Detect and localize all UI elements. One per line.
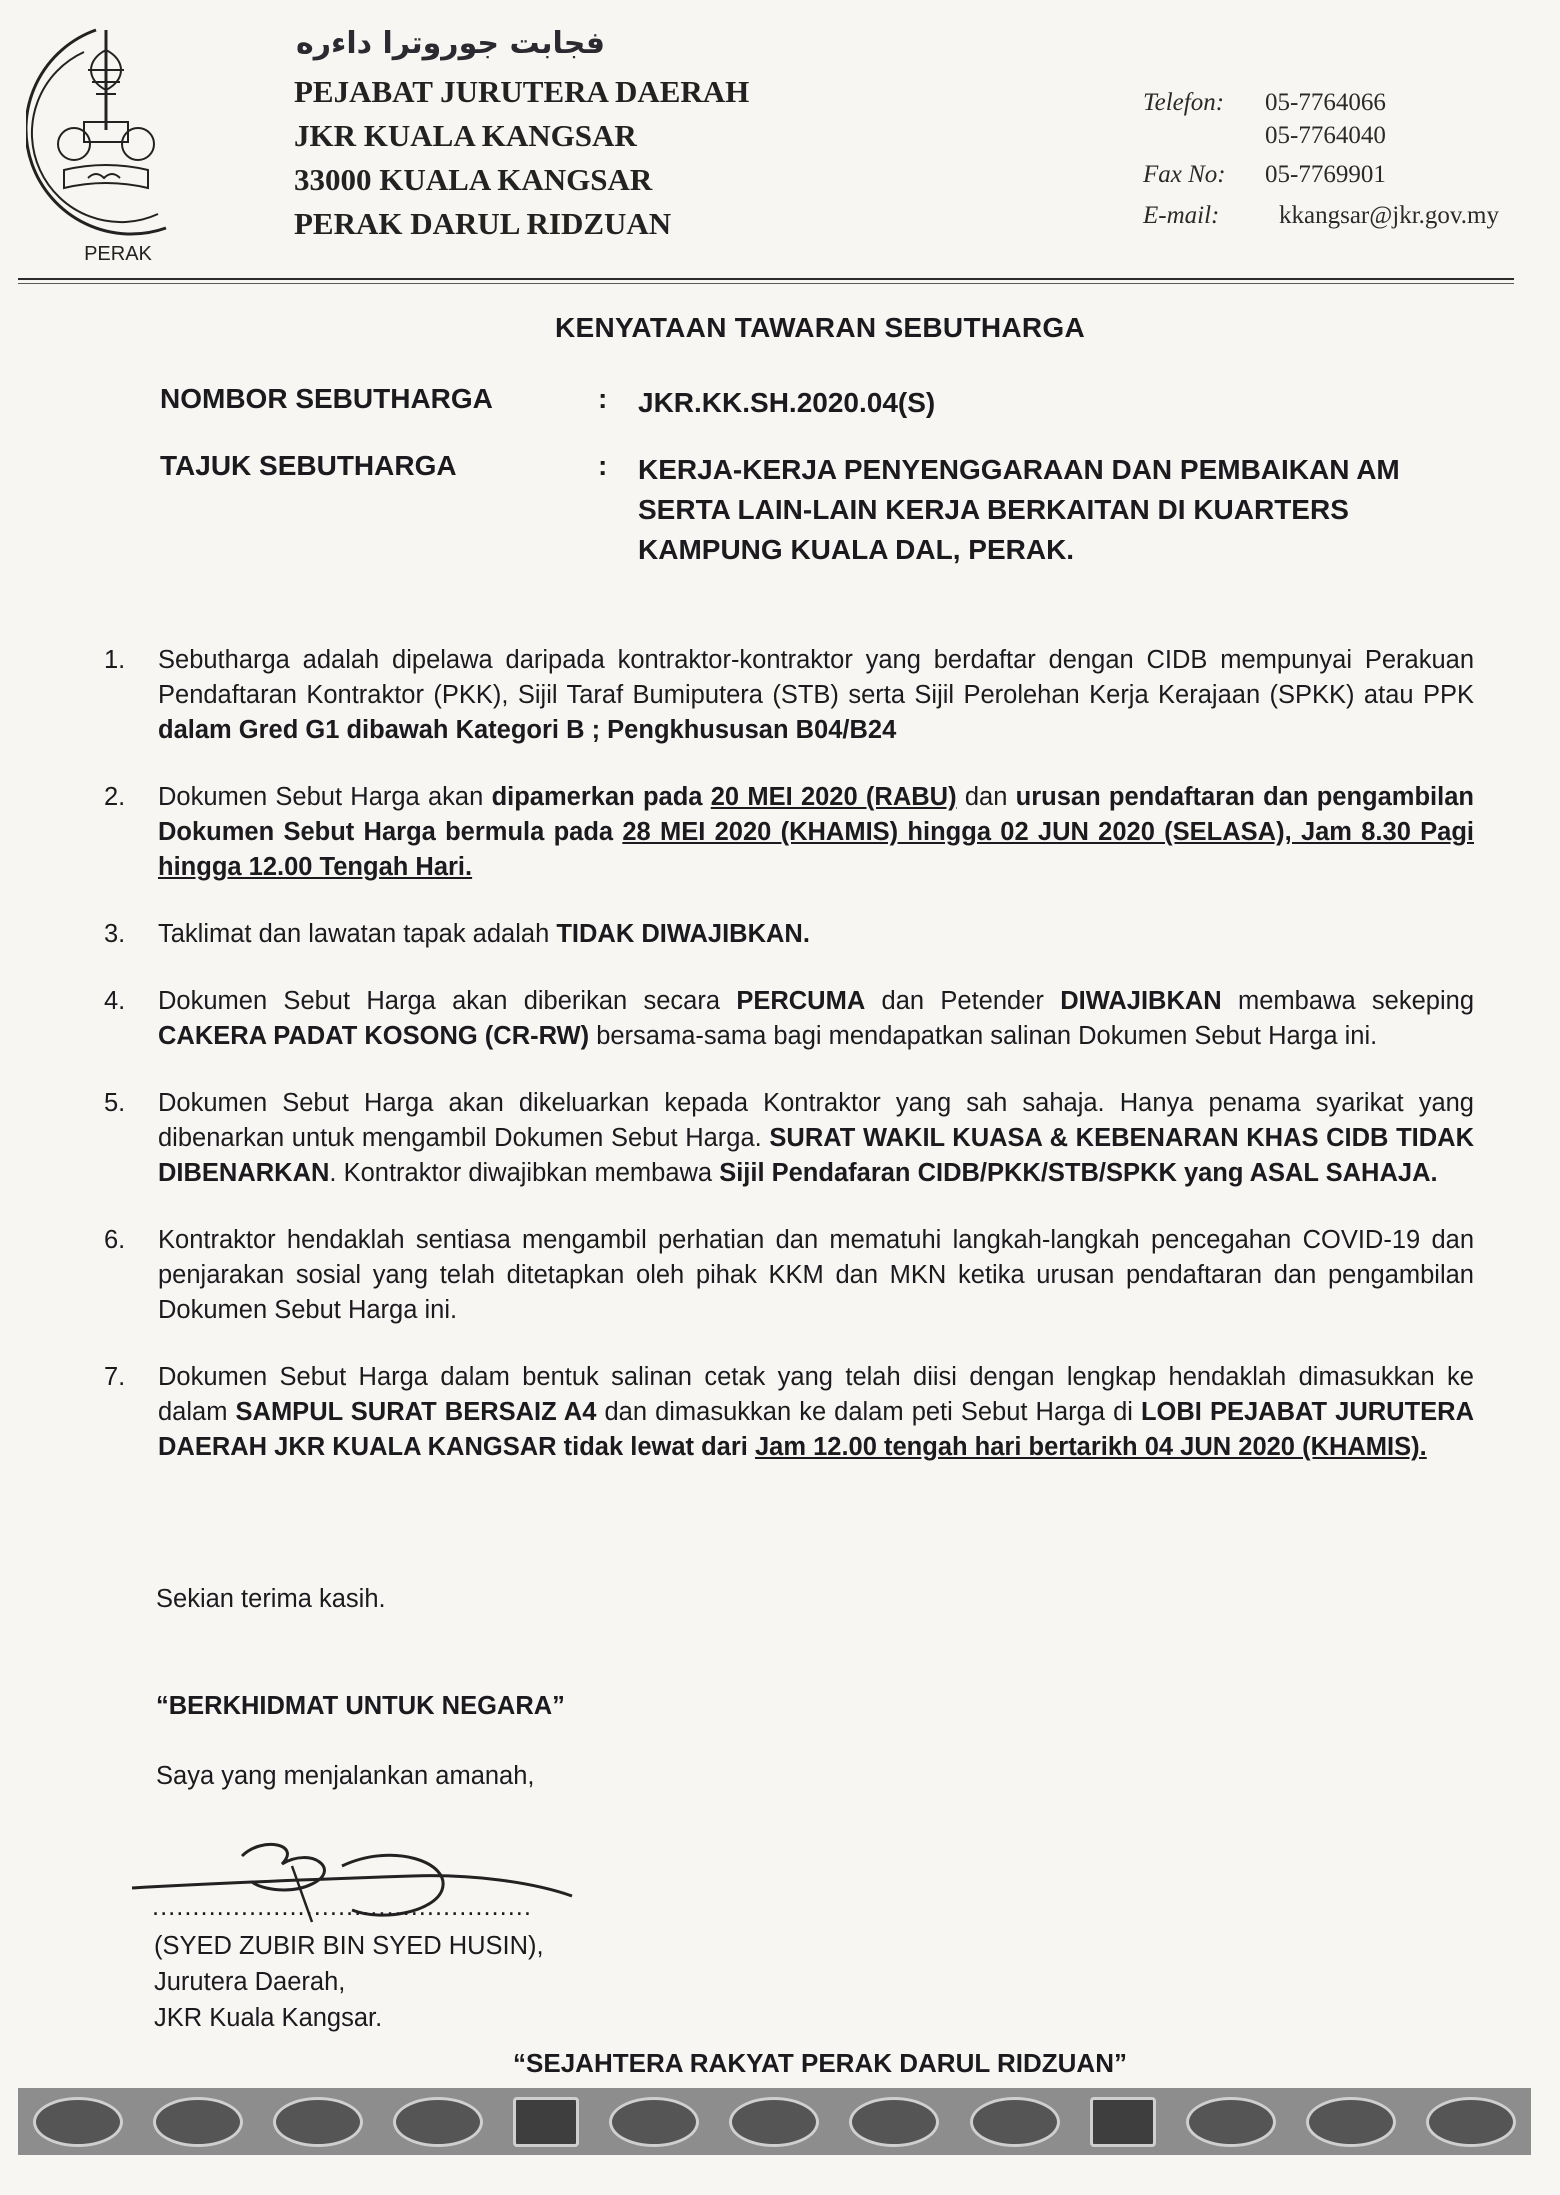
certification-logo xyxy=(1186,2097,1276,2147)
contact-row xyxy=(1143,199,1499,232)
list-item xyxy=(104,984,1474,1054)
text-run: Sebutharga adalah dipelawa daripada kontraktor-kontraktor yang berdaftar dengan CIDB mempunyai Perakuan Pendaftaran Kontraktor (PKK), Sijil Taraf Bumiputera (STB) serta Sijil Perolehan Kerja Kerajaan (SPKK) atau PPK xyxy=(158,646,1474,709)
text-run-bold: dipamerkan pada xyxy=(491,783,711,811)
closing-thanks: Sekian terima kasih. xyxy=(156,1585,386,1613)
header-divider xyxy=(18,283,1514,284)
phone-value: 05-7764040 xyxy=(1265,122,1386,149)
text-run: Dokumen Sebut Harga akan xyxy=(158,783,492,811)
text-run-bold: TIDAK DIWAJIBKAN. xyxy=(556,920,810,948)
text-run-bold: DIWAJIBKAN xyxy=(1060,987,1222,1015)
item-number: 2. xyxy=(104,783,126,811)
signatory-office: JKR Kuala Kangsar. xyxy=(154,2004,383,2032)
fax-value: 05-7769901 xyxy=(1265,161,1386,188)
signature-dots: ............................................... xyxy=(152,1893,532,1921)
text-run: Dokumen Sebut Harga akan diberikan secara xyxy=(158,987,737,1015)
office-address xyxy=(294,70,749,246)
contact-details xyxy=(1143,86,1499,232)
subject-row xyxy=(160,450,1438,570)
perak-crest-logo xyxy=(26,10,206,268)
list-item xyxy=(104,643,1474,748)
certification-logo xyxy=(1090,2097,1156,2147)
state-motto: “SEJAHTERA RAKYAT PERAK DARUL RIDZUAN” xyxy=(513,2048,1127,2078)
text-run: Dokumen Sebut Harga akan dikeluarkan kepada Kontraktor yang sah sahaja. Hanya penama syarikat yang dibenarkan untuk mengambil Dokumen Sebut Harga. xyxy=(158,1089,1474,1152)
contact-row xyxy=(1143,158,1499,191)
phone-value: 05-7764066 xyxy=(1265,89,1386,116)
item-number: 5. xyxy=(104,1089,126,1117)
certification-logo xyxy=(1306,2097,1396,2147)
text-run-bold: Sijil Pendafaran CIDB/PKK/STB/SPKK yang ASAL SAHAJA. xyxy=(719,1159,1438,1187)
display-date: 20 MEI 2020 (RABU) xyxy=(710,783,957,811)
subject-label: TAJUK SEBUTHARGA xyxy=(160,450,457,481)
office-line: PERAK DARUL RIDZUAN xyxy=(294,206,672,241)
item-number: 3. xyxy=(104,920,126,948)
list-item xyxy=(104,1360,1474,1465)
certification-logo xyxy=(849,2097,939,2147)
subject-value: KERJA-KERJA PENYENGGARAAN DAN PEMBAIKAN AM SERTA LAIN-LAIN KERJA BERKAITAN DI KUARTERS KAMPUNG KUALA DAL, PERAK. xyxy=(638,454,1400,565)
text-run-bold: urusan pendaftaran dan pengambilan Dokumen Sebut Harga bermula pada xyxy=(158,783,1474,846)
item-number: 7. xyxy=(104,1363,126,1391)
reference-number-label: NOMBOR SEBUTHARGA xyxy=(160,383,493,414)
office-line: JKR KUALA KANGSAR xyxy=(294,118,637,153)
signatory-position: Jurutera Daerah, xyxy=(154,1968,346,1996)
registration-period: 28 MEI 2020 (KHAMIS) hingga 02 JUN 2020 (SELASA), Jam 8.30 Pagi hingga 12.00 Tengah Hari. xyxy=(158,818,1474,881)
signatory-block xyxy=(152,1893,544,2036)
terms-list xyxy=(104,643,1474,1497)
reference-number-row xyxy=(160,383,1458,423)
text-run: membawa sekeping xyxy=(1221,987,1474,1015)
text-run: dan xyxy=(956,783,1016,811)
contact-row xyxy=(1143,119,1499,152)
text-run: Taklimat dan lawatan tapak adalah xyxy=(158,920,557,948)
text-run: bersama-sama bagi mendapatkan salinan Dokumen Sebut Harga ini. xyxy=(589,1022,1378,1050)
jawi-office-name: فجابت جوروترا داءره xyxy=(296,26,605,61)
certification-logo xyxy=(33,2097,123,2147)
certification-logo xyxy=(153,2097,243,2147)
list-item xyxy=(104,1223,1474,1328)
item-text xyxy=(158,984,1474,1054)
crest-label: PERAK xyxy=(84,243,152,265)
office-line: 33000 KUALA KANGSAR xyxy=(294,162,653,197)
reference-number-value: JKR.KK.SH.2020.04(S) xyxy=(638,387,936,418)
item-text xyxy=(158,780,1474,885)
item-text xyxy=(158,917,1474,952)
document-title: KENYATAAN TAWARAN SEBUTHARGA xyxy=(554,312,1086,343)
text-run: . Kontraktor diwajibkan membawa xyxy=(329,1159,720,1187)
list-item xyxy=(104,780,1474,885)
submission-deadline: Jam 12.00 tengah hari bertarikh 04 JUN 2020 (KHAMIS). xyxy=(754,1433,1427,1461)
item-number: 6. xyxy=(104,1226,126,1254)
item-text xyxy=(158,643,1474,748)
certification-logo xyxy=(273,2097,363,2147)
contact-row xyxy=(1143,86,1499,119)
header-divider xyxy=(18,278,1514,280)
certification-logo xyxy=(729,2097,819,2147)
text-run: dan Petender xyxy=(865,987,1061,1015)
service-slogan: “BERKHIDMAT UNTUK NEGARA” xyxy=(156,1692,565,1720)
email-value: kkangsar@jkr.gov.my xyxy=(1279,202,1499,229)
certification-logo xyxy=(970,2097,1060,2147)
text-run-bold: LOBI PEJABAT JURUTERA DAERAH JKR KUALA KANGSAR tidak lewat dari xyxy=(158,1398,1474,1461)
text-run: dan dimasukkan ke dalam peti Sebut Harga di xyxy=(596,1398,1141,1426)
colon: : xyxy=(598,450,608,481)
contact-label xyxy=(1143,119,1265,152)
certification-logo-strip xyxy=(18,2088,1531,2155)
item-number: 4. xyxy=(104,987,126,1015)
contact-label: Fax No: xyxy=(1143,161,1226,188)
certification-logo xyxy=(393,2097,483,2147)
trust-line: Saya yang menjalankan amanah, xyxy=(156,1762,535,1790)
item-text xyxy=(158,1223,1474,1328)
text-run: Kontraktor hendaklah sentiasa mengambil perhatian dan mematuhi langkah-langkah pencegahan COVID-19 dan penjarakan sosial yang telah ditetapkan oleh pihak KKM dan MKN ketika urusan pendaftaran dan pengambilan Dokumen Sebut Harga ini. xyxy=(158,1226,1474,1324)
list-item xyxy=(104,917,1474,952)
list-item xyxy=(104,1086,1474,1191)
text-run-bold: CAKERA PADAT KOSONG (CR-RW) xyxy=(158,1022,590,1050)
signatory-name: (SYED ZUBIR BIN SYED HUSIN), xyxy=(154,1932,544,1960)
text-run-bold: SAMPUL SURAT BERSAIZ A4 xyxy=(235,1398,597,1426)
item-text xyxy=(158,1086,1474,1191)
item-text xyxy=(158,1360,1474,1465)
contact-label: E-mail: xyxy=(1143,202,1220,229)
text-run-bold: SURAT WAKIL KUASA & KEBENARAN KHAS CIDB TIDAK DIBENARKAN xyxy=(158,1124,1474,1187)
certification-logo xyxy=(609,2097,699,2147)
office-line: PEJABAT JURUTERA DAERAH xyxy=(294,74,750,109)
colon: : xyxy=(598,383,608,414)
text-run: Dokumen Sebut Harga dalam bentuk salinan cetak yang telah diisi dengan lengkap hendaklah dimasukkan ke dalam xyxy=(158,1363,1474,1426)
text-run-bold: PERCUMA xyxy=(736,987,866,1015)
certification-logo xyxy=(513,2097,579,2147)
text-run-bold: dalam Gred G1 dibawah Kategori B ; Pengkhususan B04/B24 xyxy=(158,716,897,744)
item-number: 1. xyxy=(104,646,126,674)
certification-logo xyxy=(1426,2097,1516,2147)
contact-label: Telefon: xyxy=(1143,89,1225,116)
